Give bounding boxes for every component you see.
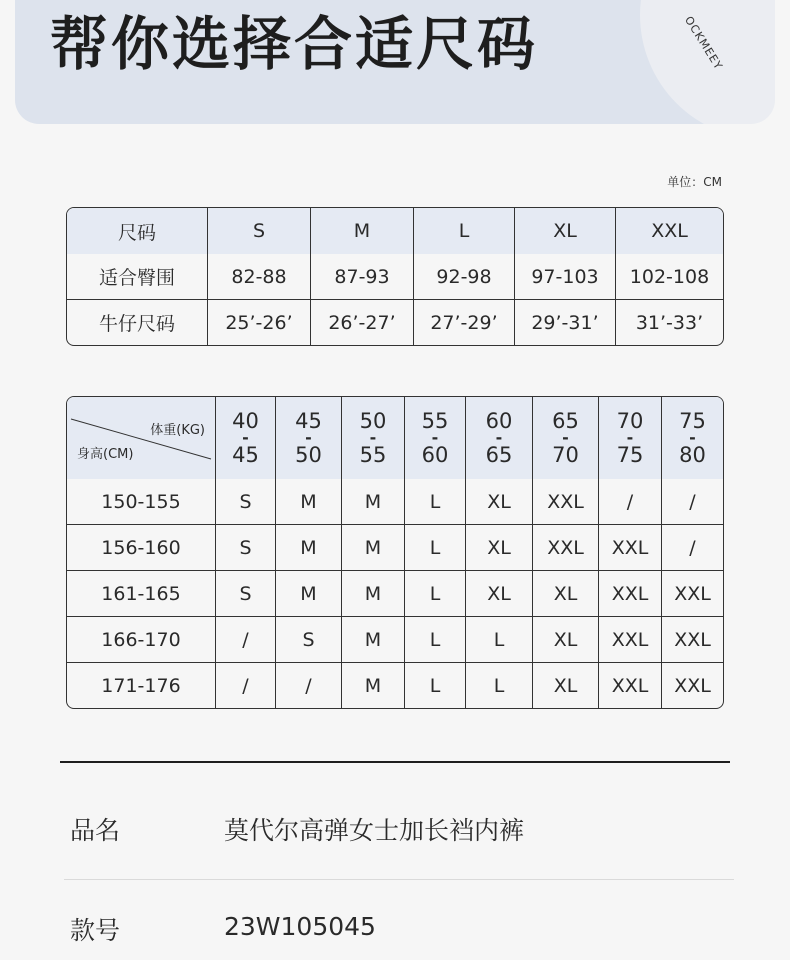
table-cell: XXL <box>533 479 599 525</box>
weight-axis-label: 体重(KG) <box>150 423 205 438</box>
table-cell: XL <box>466 571 533 617</box>
range-dash: - <box>242 428 249 447</box>
table-row <box>67 254 723 300</box>
weight-range-top: 75 <box>679 409 706 433</box>
weight-range-bottom: 50 <box>295 443 322 467</box>
table-row <box>67 571 723 617</box>
table-cell: M <box>342 663 405 708</box>
height-range-label: 166-170 <box>67 617 216 663</box>
height-range-label: 156-160 <box>67 525 216 571</box>
table-cell: XXL <box>533 525 599 571</box>
table-cell: L <box>466 617 533 663</box>
table-cell: M <box>342 479 405 525</box>
range-dash: - <box>369 428 377 447</box>
weight-range-header <box>466 397 533 479</box>
table-cell: XL <box>466 525 533 571</box>
weight-range-bottom: 80 <box>679 443 706 467</box>
table-cell: S <box>276 617 342 663</box>
weight-range-top: 60 <box>485 409 513 433</box>
table-cell: XL <box>533 663 599 708</box>
table-cell: 25’-26’ <box>208 300 311 345</box>
table-cell: 31’-33’ <box>635 311 704 334</box>
weight-range-header <box>533 397 599 479</box>
table-cell: S <box>216 479 276 525</box>
product-name-label: 品名 <box>70 816 121 845</box>
table-cell: / <box>276 663 342 708</box>
weight-range-header <box>662 397 723 479</box>
size-header-cell: M <box>311 208 414 254</box>
section-divider <box>60 761 730 763</box>
weight-range-header <box>405 397 466 479</box>
weight-range-header <box>342 397 405 479</box>
corner-header-cell <box>67 397 216 479</box>
table-cell: M <box>342 571 405 617</box>
table-cell: M <box>276 571 342 617</box>
table-cell: M <box>342 617 405 663</box>
row-label: 牛仔尺码 <box>67 300 208 345</box>
weight-range-top: 65 <box>552 409 579 433</box>
weight-range-header <box>216 397 276 479</box>
table-cell: / <box>599 479 662 525</box>
table-cell: L <box>405 479 466 525</box>
table-cell: XXL <box>599 663 662 708</box>
row-divider <box>64 879 734 880</box>
table-cell: 82-88 <box>208 254 311 300</box>
size-chart-table <box>66 207 724 346</box>
table-cell: L <box>405 617 466 663</box>
table-cell: L <box>405 571 466 617</box>
size-header-cell: L <box>414 208 515 254</box>
table-cell: M <box>342 525 405 571</box>
table-cell: / <box>662 479 723 525</box>
weight-header-row <box>67 397 723 479</box>
height-range-label: 161-165 <box>67 571 216 617</box>
size-header-cell: XL <box>515 208 616 254</box>
height-range-label: 150-155 <box>67 479 216 525</box>
table-cell: / <box>662 525 723 571</box>
table-row <box>67 663 723 708</box>
table-cell: S <box>216 525 276 571</box>
weight-range-header <box>599 397 662 479</box>
row-label: 适合臀围 <box>67 254 208 300</box>
weight-range-bottom: 60 <box>421 443 449 467</box>
range-dash: - <box>431 428 439 447</box>
table-cell: XXL <box>674 674 711 697</box>
table-cell: M <box>276 479 342 525</box>
range-dash: - <box>689 428 696 447</box>
table-row <box>67 617 723 663</box>
table-cell: / <box>216 663 276 708</box>
table-cell: L <box>405 663 466 708</box>
size-header-row <box>67 208 723 254</box>
product-code-value: 23W105045 <box>224 912 376 941</box>
table-cell: XXL <box>599 525 662 571</box>
diagonal-divider <box>67 397 215 479</box>
table-cell: XXL <box>599 617 662 663</box>
page-title: 帮你选择合适尺码 <box>50 10 539 78</box>
weight-range-top: 50 <box>359 409 387 433</box>
weight-range-bottom: 75 <box>616 443 644 467</box>
table-cell: XL <box>466 479 533 525</box>
weight-range-top: 45 <box>295 409 322 433</box>
weight-range-top: 70 <box>616 409 644 433</box>
table-cell: XXL <box>662 617 723 663</box>
table-cell: L <box>466 663 533 708</box>
table-row <box>67 300 723 345</box>
table-row <box>67 479 723 525</box>
table-cell: XL <box>533 571 599 617</box>
weight-range-bottom: 70 <box>552 443 579 467</box>
product-name-value: 莫代尔高弹女士加长裆内裤 <box>224 816 525 845</box>
table-cell: M <box>276 525 342 571</box>
height-axis-label: 身高(CM) <box>77 447 134 462</box>
table-cell: XXL <box>662 571 723 617</box>
height-weight-fit-table <box>66 396 724 709</box>
weight-range-header <box>276 397 342 479</box>
product-code-label: 款号 <box>70 916 121 945</box>
table-cell: 27’-29’ <box>414 300 515 345</box>
table-cell: / <box>216 617 276 663</box>
range-dash: - <box>305 428 312 447</box>
table-cell: 26’-27’ <box>311 300 414 345</box>
size-header-label: 尺码 <box>67 208 208 254</box>
table-cell: S <box>216 571 276 617</box>
table-row <box>67 525 723 571</box>
table-cell: 97-103 <box>515 254 616 300</box>
range-dash: - <box>562 428 569 447</box>
size-header-cell: XXL <box>616 208 723 254</box>
brand-watermark: OCKMEEY <box>681 14 726 73</box>
weight-range-bottom: 55 <box>359 443 387 467</box>
table-cell: 92-98 <box>414 254 515 300</box>
size-header-cell: S <box>208 208 311 254</box>
table-cell: XXL <box>599 571 662 617</box>
table-cell: XL <box>533 617 599 663</box>
table-cell: 87-93 <box>311 254 414 300</box>
range-dash: - <box>626 428 634 447</box>
weight-range-bottom: 45 <box>232 443 259 467</box>
table-cell: 29’-31’ <box>515 300 616 345</box>
unit-label: 单位：CM <box>667 175 722 189</box>
table-cell: L <box>405 525 466 571</box>
height-range-label: 171-176 <box>67 663 216 708</box>
range-dash: - <box>495 428 503 447</box>
table-cell: 102-108 <box>616 254 723 300</box>
weight-range-bottom: 65 <box>485 443 513 467</box>
weight-range-top: 40 <box>232 409 259 433</box>
weight-range-top: 55 <box>421 409 449 433</box>
